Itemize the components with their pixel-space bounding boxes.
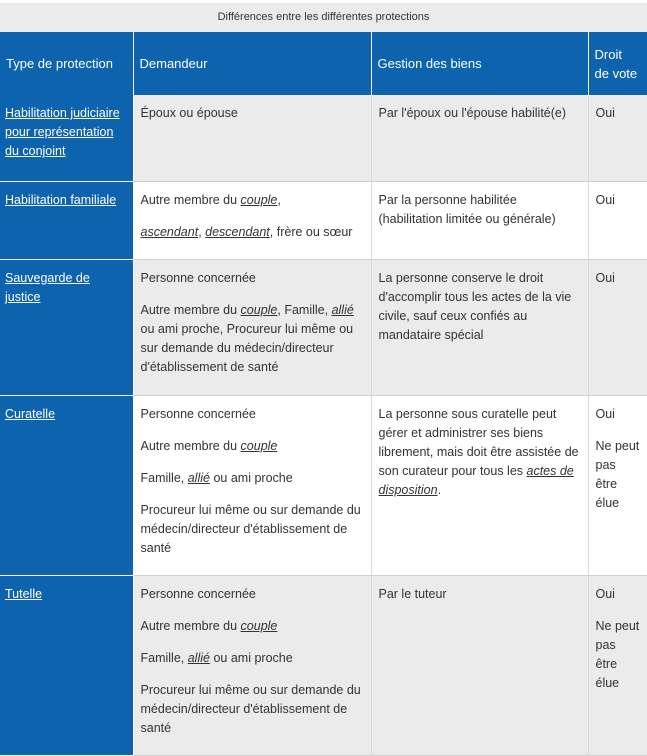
gestion-text: . (437, 482, 442, 497)
demandeur-text: ou ami proche, Procureur lui même ou sur demande du médecin/directeur d'établissement de santé (140, 321, 354, 374)
demandeur-paragraph (141, 437, 364, 456)
header-vote-line2: de vote (594, 65, 638, 81)
vote-paragraph: Oui (595, 586, 615, 601)
row-type-cell (0, 181, 133, 259)
demandeur-text: Autre membre du (140, 438, 241, 453)
curatelle-link[interactable]: Curatelle (5, 406, 56, 421)
demandeur-paragraph (141, 301, 364, 377)
demandeur-text: ou ami proche (209, 650, 293, 665)
demandeur-paragraph (141, 649, 364, 668)
gestion-cell (371, 181, 588, 259)
row-type-cell (0, 259, 133, 395)
couple-link[interactable]: couple (240, 302, 278, 317)
demandeur-text: Époux ou épouse (140, 106, 238, 120)
allie-link[interactable]: allié (187, 470, 210, 485)
gestion-cell (371, 575, 588, 755)
allie-link[interactable]: allié (331, 302, 354, 317)
vote-cell (588, 181, 647, 259)
gestion-text: Par le tuteur (378, 586, 447, 601)
demandeur-text: Famille, (140, 470, 188, 485)
couple-link[interactable]: couple (240, 192, 278, 207)
vote-cell (588, 259, 647, 395)
gestion-text: La personne conserve le droit d'accomplir tous les actes de la vie civile, sauf ceux confiés au mandataire spécial (378, 270, 572, 342)
table-row (0, 575, 647, 755)
table-row (0, 95, 647, 181)
couple-link[interactable]: couple (240, 438, 278, 453)
demandeur-cell (133, 181, 371, 259)
gestion-cell (371, 395, 588, 575)
demandeur-text: , Famille, (277, 302, 332, 317)
demandeur-cell (133, 395, 371, 575)
header-vote (588, 32, 647, 95)
demandeur-paragraph: Personne concernée (140, 406, 256, 421)
demandeur-text: Autre membre du (140, 192, 241, 207)
header-type: Type de protection (0, 32, 133, 95)
table-row (0, 395, 647, 575)
demandeur-cell (133, 259, 371, 395)
demandeur-paragraph (141, 191, 364, 210)
demandeur-text: Famille, (140, 650, 188, 665)
demandeur-paragraph: Procureur lui même ou sur demande du médecin/directeur d'établissement de santé (140, 682, 361, 735)
demandeur-paragraph (141, 223, 364, 242)
demandeur-text: Autre membre du (140, 302, 241, 317)
demandeur-paragraph: Personne concernée (140, 586, 256, 601)
demandeur-text: , frère ou sœur (269, 224, 353, 239)
header-vote-line1: Droit (594, 46, 622, 62)
demandeur-text: ou ami proche (209, 470, 293, 485)
vote-text: Oui (595, 270, 615, 285)
gestion-cell (371, 95, 588, 181)
vote-paragraph: Ne peut pas être élue (595, 618, 640, 690)
demandeur-text: , (198, 224, 206, 239)
vote-cell (588, 575, 647, 755)
vote-paragraph: Ne peut pas être élue (595, 438, 640, 510)
demandeur-text: , (277, 192, 281, 207)
vote-cell (588, 395, 647, 575)
couple-link[interactable]: couple (240, 618, 278, 633)
ascendant-link[interactable]: ascendant (140, 224, 199, 239)
header-row (0, 32, 647, 95)
demandeur-text: Autre membre du (140, 618, 241, 633)
demandeur-cell (133, 575, 371, 755)
row-type-cell (0, 95, 133, 181)
gestion-cell (371, 259, 588, 395)
vote-paragraph: Oui (595, 406, 615, 421)
header-demandeur: Demandeur (133, 32, 371, 95)
vote-text: Oui (595, 192, 615, 207)
gestion-text: Par l'époux ou l'épouse habilité(e) (378, 106, 567, 120)
vote-cell (588, 95, 647, 181)
habilitation-familiale-link[interactable]: Habilitation familiale (5, 192, 117, 207)
sauvegarde-justice-link[interactable]: Sauvegarde de justice (5, 270, 90, 304)
row-type-cell (0, 395, 133, 575)
demandeur-paragraph: Personne concernée (140, 270, 256, 285)
tutelle-link[interactable]: Tutelle (5, 586, 43, 601)
table-row (0, 259, 647, 395)
table-row (0, 181, 647, 259)
demandeur-paragraph: Procureur lui même ou sur demande du médecin/directeur d'établissement de santé (140, 502, 361, 555)
descendant-link[interactable]: descendant (205, 224, 270, 239)
gestion-text: Par la personne habilitée (habilitation limitée ou générale) (378, 192, 556, 226)
row-type-cell (0, 575, 133, 755)
demandeur-cell (133, 95, 371, 181)
demandeur-paragraph (141, 617, 364, 636)
header-gestion: Gestion des biens (371, 32, 588, 95)
actes-disposition-link[interactable]: actes de disposition (378, 463, 574, 497)
table-caption: Différences entre les différentes protections (0, 0, 647, 32)
gestion-text: La personne sous curatelle peut gérer et administrer ses biens librement, mais doit être assistée de son curateur pour tous les (378, 406, 579, 478)
demandeur-paragraph (141, 469, 364, 488)
allie-link[interactable]: allié (187, 650, 210, 665)
vote-text: Oui (595, 106, 615, 120)
habilitation-judiciaire-link[interactable]: Habilitation judiciaire pour représentation du conjoint (5, 106, 120, 158)
